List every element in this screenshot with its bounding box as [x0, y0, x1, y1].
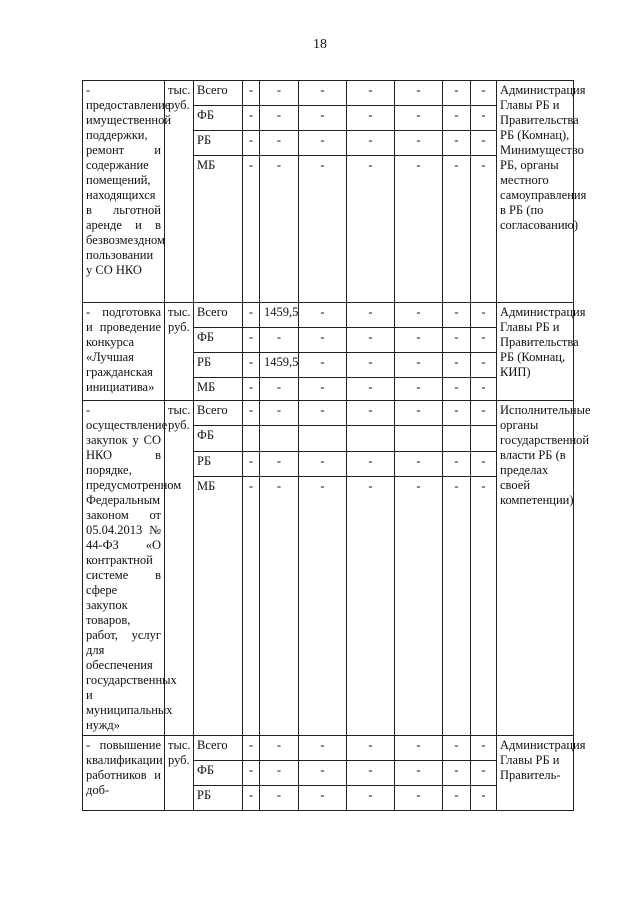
value-cell: - — [395, 353, 443, 378]
value-cell: - — [243, 131, 260, 156]
value-cell: - — [443, 476, 471, 735]
value-cell: - — [471, 736, 497, 761]
value-cell: - — [347, 761, 395, 786]
value-cell: - — [443, 156, 471, 303]
value-cell: - — [243, 156, 260, 303]
value-cell: - — [243, 81, 260, 106]
value-cell: - — [443, 451, 471, 476]
value-cell: - — [347, 401, 395, 426]
financing-table — [82, 80, 591, 811]
value-cell: - — [347, 328, 395, 353]
measure-description: - предоставление имущественной поддержки, ремонт и содержание помещений, находящихся в льготной аренде и в безвозмездном пользовании у СО НКО — [83, 81, 165, 303]
budget-category: МБ — [194, 378, 243, 401]
value-cell: - — [395, 401, 443, 426]
value-cell: - — [471, 131, 497, 156]
value-cell: - — [243, 378, 260, 401]
value-cell: - — [260, 131, 299, 156]
value-cell: 1459,5 — [260, 353, 299, 378]
value-cell: - — [243, 761, 260, 786]
value-cell: - — [347, 81, 395, 106]
value-cell: - — [395, 736, 443, 761]
value-cell: - — [299, 761, 347, 786]
value-cell: - — [443, 106, 471, 131]
measure-description: - подготовка и проведение конкурса «Лучшая гражданская инициатива» — [83, 303, 165, 401]
value-cell: - — [471, 451, 497, 476]
value-cell: - — [243, 736, 260, 761]
value-cell: - — [299, 106, 347, 131]
value-cell — [395, 426, 443, 451]
value-cell: - — [260, 106, 299, 131]
value-cell: - — [243, 401, 260, 426]
value-cell: - — [260, 156, 299, 303]
value-cell: - — [471, 378, 497, 401]
value-cell: - — [395, 303, 443, 328]
value-cell: - — [260, 736, 299, 761]
budget-category: ФБ — [194, 106, 243, 131]
value-cell: - — [299, 156, 347, 303]
responsible-executor: Администрация Главы РБ и Правительства РБ (Комнац), Минимущество РБ, органы местного самоуправления в РБ (по согласованию) — [497, 81, 574, 303]
value-cell: - — [395, 328, 443, 353]
value-cell: - — [347, 131, 395, 156]
value-cell: - — [299, 328, 347, 353]
value-cell: - — [243, 328, 260, 353]
value-cell: - — [347, 303, 395, 328]
value-cell: - — [260, 401, 299, 426]
value-cell: - — [299, 451, 347, 476]
measure-description: - повышение квалификации работников и доб- — [83, 736, 165, 811]
budget-category: ФБ — [194, 426, 243, 451]
value-cell: - — [471, 81, 497, 106]
value-cell — [299, 426, 347, 451]
value-cell: - — [299, 353, 347, 378]
value-cell: - — [395, 106, 443, 131]
value-cell: - — [347, 736, 395, 761]
budget-category: РБ — [194, 353, 243, 378]
value-cell: - — [395, 378, 443, 401]
value-cell: - — [260, 328, 299, 353]
table-row — [83, 81, 574, 106]
value-cell: - — [243, 476, 260, 735]
value-cell: - — [395, 451, 443, 476]
measure-description: - осуществление закупок у СО НКО в порядке, предусмотренном Федеральным законом от 05.04.2013 № 44-ФЗ «О контрактной системе в сфере закупок товаров, работ, услуг для обеспечения государственных и муниципальных нужд» — [83, 401, 165, 736]
value-cell — [243, 426, 260, 451]
value-cell: - — [443, 303, 471, 328]
value-cell: - — [347, 378, 395, 401]
value-cell — [260, 426, 299, 451]
value-cell: - — [471, 328, 497, 353]
value-cell: - — [443, 736, 471, 761]
page-number: 18 — [313, 37, 327, 52]
value-cell: - — [443, 378, 471, 401]
value-cell: - — [395, 476, 443, 735]
budget-category: МБ — [194, 476, 243, 735]
value-cell: - — [299, 303, 347, 328]
value-cell: - — [347, 786, 395, 811]
value-cell: - — [443, 81, 471, 106]
budget-category: ФБ — [194, 328, 243, 353]
value-cell: - — [243, 786, 260, 811]
value-cell: - — [471, 353, 497, 378]
value-cell: - — [347, 156, 395, 303]
budget-category: РБ — [194, 786, 243, 811]
value-cell: - — [299, 131, 347, 156]
value-cell: - — [443, 786, 471, 811]
value-cell — [471, 426, 497, 451]
value-cell: - — [395, 761, 443, 786]
value-cell: - — [471, 761, 497, 786]
value-cell: - — [347, 476, 395, 735]
value-cell: - — [443, 761, 471, 786]
value-cell: - — [243, 353, 260, 378]
value-cell: - — [260, 378, 299, 401]
budget-category: Всего — [194, 401, 243, 426]
value-cell: - — [299, 736, 347, 761]
value-cell: - — [299, 476, 347, 735]
value-cell: - — [299, 786, 347, 811]
value-cell: - — [347, 106, 395, 131]
value-cell — [443, 426, 471, 451]
budget-category: РБ — [194, 451, 243, 476]
unit-cell: тыс. руб. — [165, 401, 194, 736]
value-cell: - — [395, 81, 443, 106]
value-cell: - — [471, 156, 497, 303]
value-cell: - — [299, 81, 347, 106]
value-cell: - — [243, 303, 260, 328]
value-cell: - — [395, 131, 443, 156]
value-cell: - — [443, 353, 471, 378]
table-row — [83, 736, 574, 761]
value-cell: - — [443, 328, 471, 353]
value-cell — [347, 426, 395, 451]
budget-category: МБ — [194, 156, 243, 303]
value-cell: - — [395, 156, 443, 303]
value-cell: - — [471, 476, 497, 735]
value-cell: - — [260, 81, 299, 106]
value-cell: - — [471, 106, 497, 131]
value-cell: - — [260, 476, 299, 735]
budget-category: ФБ — [194, 761, 243, 786]
value-cell: - — [260, 451, 299, 476]
responsible-executor: Администрация Главы РБ и Правительства РБ (Комнац, КИП) — [497, 303, 574, 401]
responsible-executor: Исполнительные органы государственной власти РБ (в пределах своей компетенции) — [497, 401, 574, 736]
value-cell: - — [299, 378, 347, 401]
value-cell: - — [471, 401, 497, 426]
value-cell: - — [443, 401, 471, 426]
value-cell: - — [243, 106, 260, 131]
value-cell: - — [471, 786, 497, 811]
value-cell: - — [347, 353, 395, 378]
table-row — [83, 401, 574, 426]
budget-category: Всего — [194, 303, 243, 328]
table-row — [83, 303, 574, 328]
value-cell: - — [299, 401, 347, 426]
budget-category: Всего — [194, 736, 243, 761]
unit-cell: тыс. руб. — [165, 736, 194, 811]
unit-cell: тыс. руб. — [165, 81, 194, 303]
value-cell: - — [443, 131, 471, 156]
value-cell: - — [395, 786, 443, 811]
value-cell: - — [243, 451, 260, 476]
budget-category: РБ — [194, 131, 243, 156]
unit-cell: тыс. руб. — [165, 303, 194, 401]
budget-category: Всего — [194, 81, 243, 106]
value-cell: 1459,5 — [260, 303, 299, 328]
value-cell: - — [471, 303, 497, 328]
value-cell: - — [260, 761, 299, 786]
value-cell: - — [260, 786, 299, 811]
responsible-executor: Администрация Главы РБ и Правитель- — [497, 736, 574, 811]
value-cell: - — [347, 451, 395, 476]
